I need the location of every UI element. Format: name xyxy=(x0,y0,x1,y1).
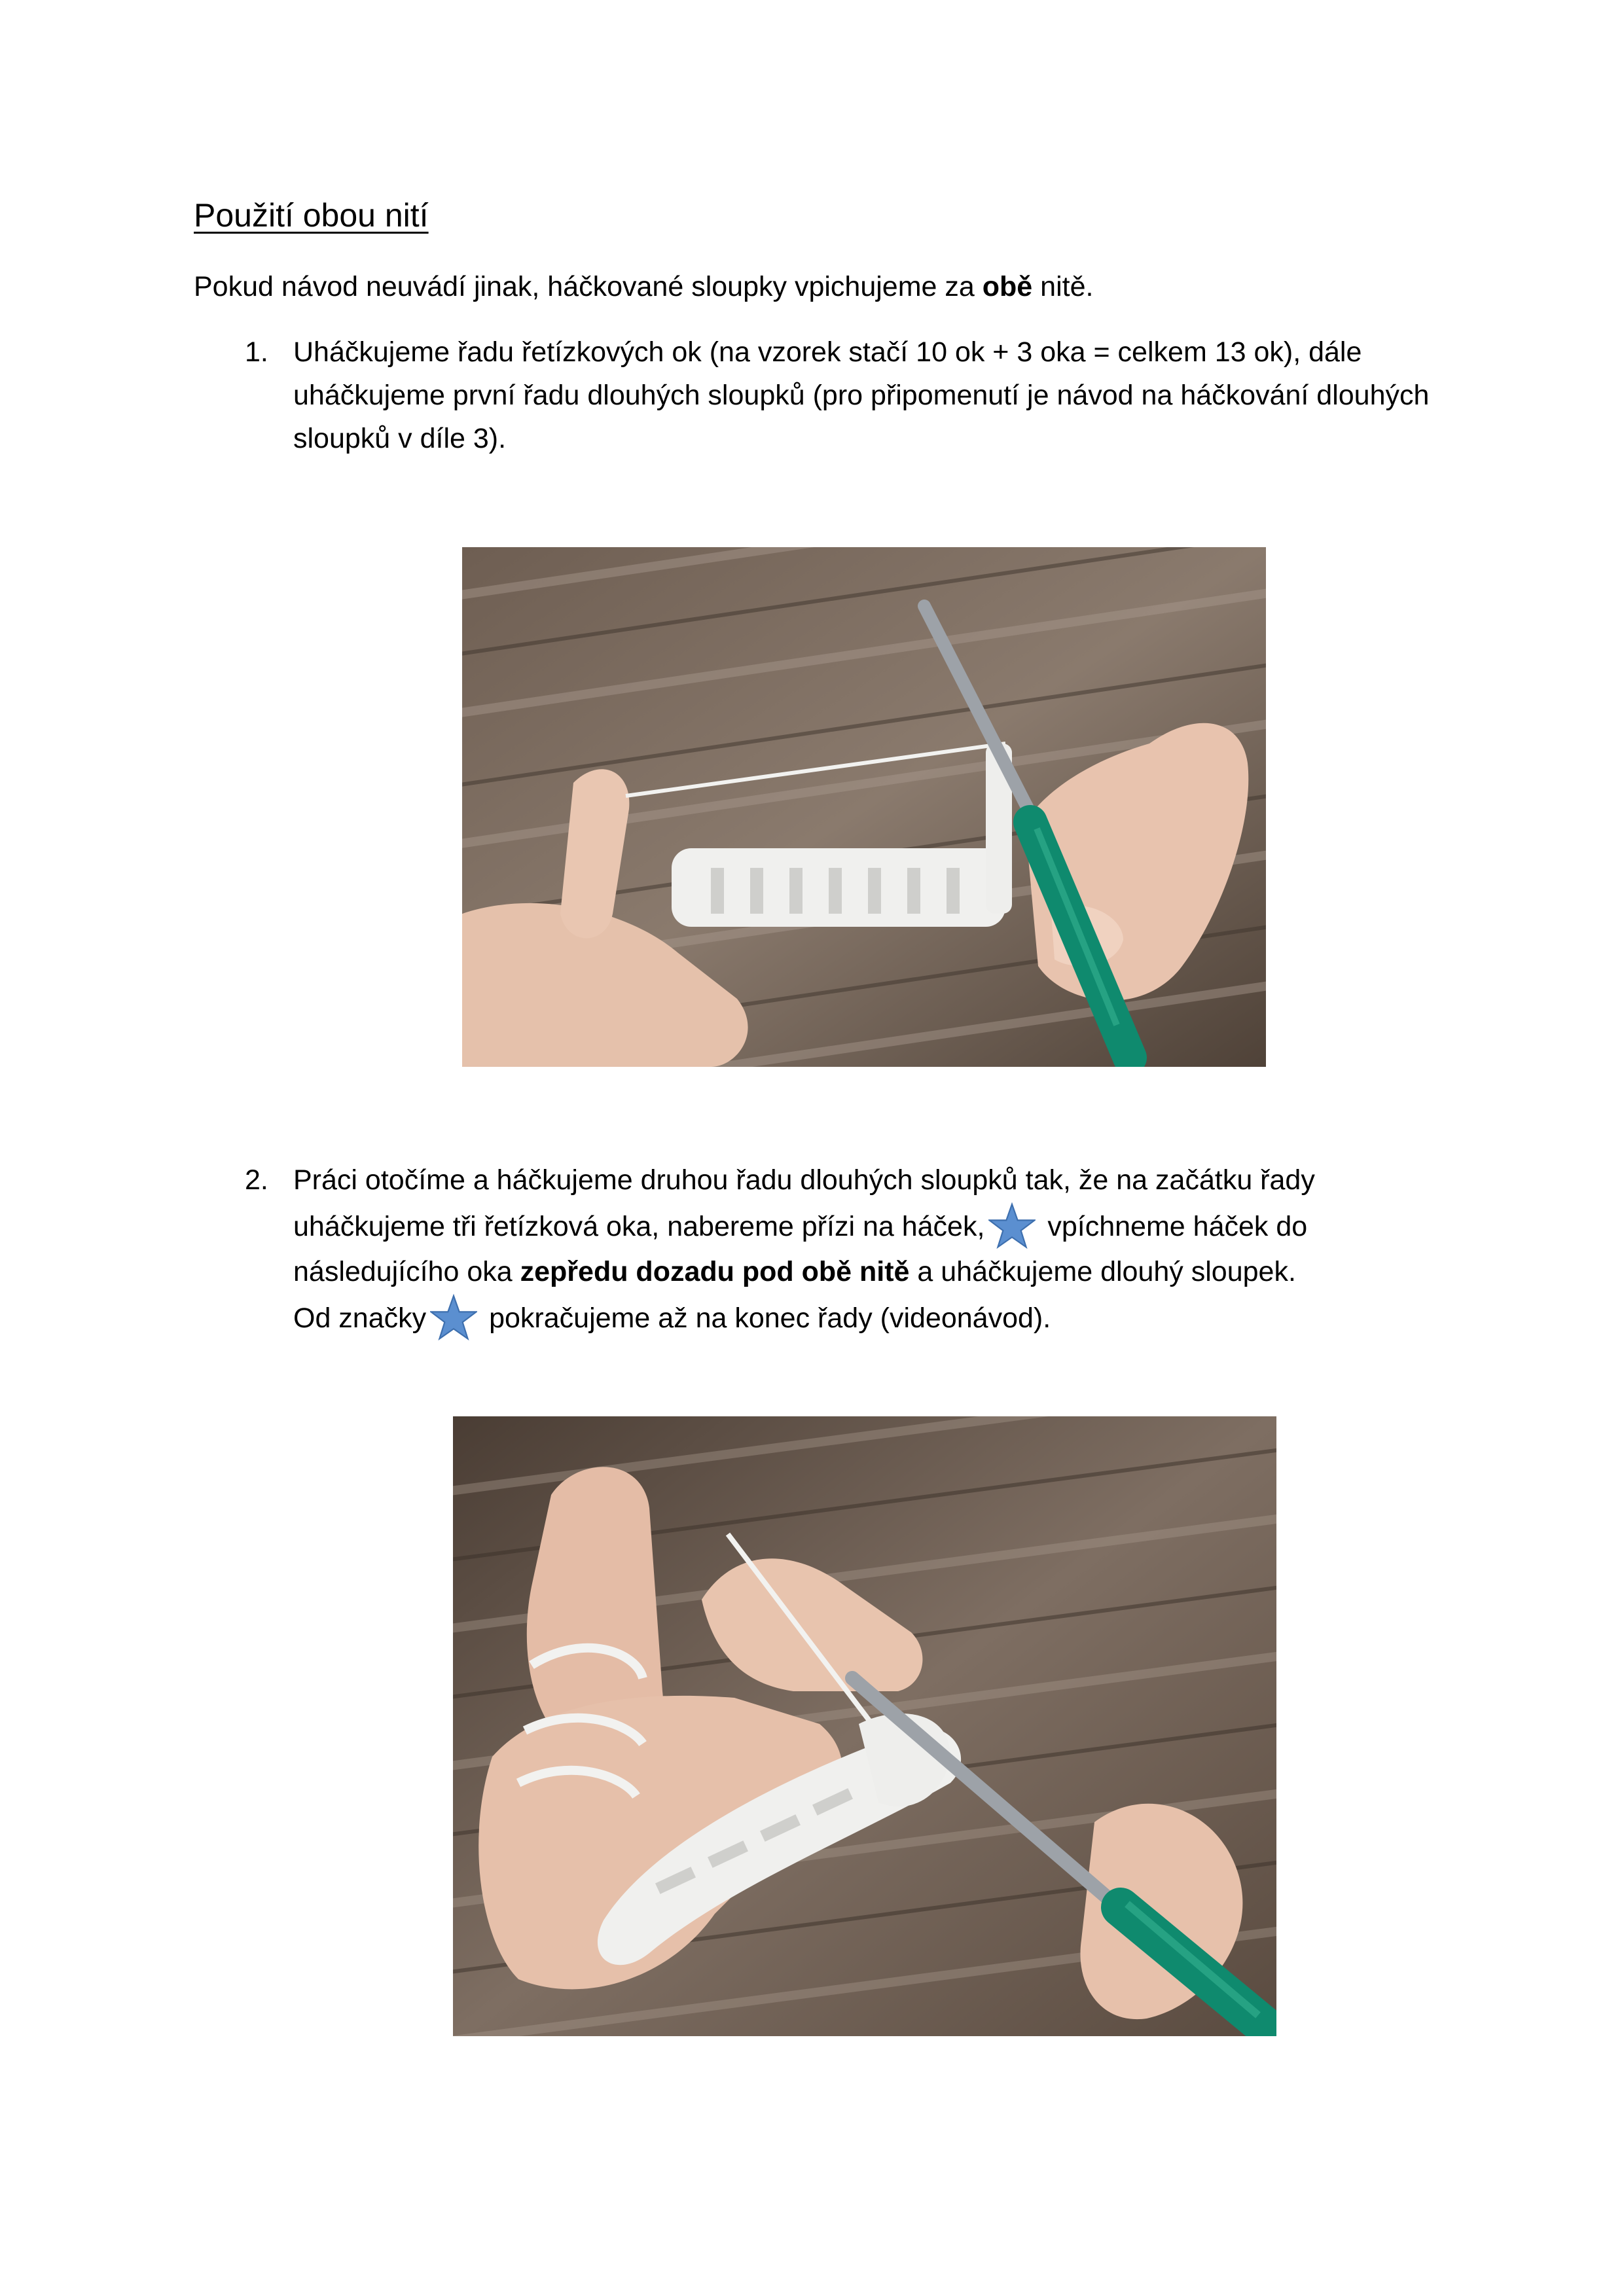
intro-paragraph xyxy=(194,265,1437,308)
step-2-text-part4: Od značky xyxy=(293,1302,427,1334)
step-1 xyxy=(194,331,1470,460)
intro-text-after: nitě. xyxy=(1032,271,1094,302)
step-1-text: Uháčkujeme řadu řetízkových ok (na vzorek stačí 10 ok + 3 oka = celkem 13 ok), dále uháčkujeme první řadu dlouhých sloupků (pro připomenutí je návod na háčkování dlouhých sloupků v díle 3). xyxy=(293,336,1430,454)
step-2 xyxy=(194,1158,1470,1342)
step-2-text-part1: Práci otočíme a háčkujeme druhou řadu dlouhých sloupků tak, že na začátku řady uháčkujeme tři řetízková oka, nabereme přízi na háček, xyxy=(293,1164,1315,1242)
step-1-number: 1. xyxy=(245,336,268,368)
star-icon xyxy=(430,1293,477,1342)
step-2-text-part5: pokračujeme až na konec řady (videonávod). xyxy=(481,1302,1051,1334)
photo-first-row xyxy=(462,547,1266,1067)
step-2-text xyxy=(293,1158,1458,1342)
intro-text-before: Pokud návod neuvádí jinak, háčkované sloupky vpichujeme za xyxy=(194,271,983,302)
photo-second-row xyxy=(453,1416,1276,2036)
intro-bold: obě xyxy=(982,271,1033,302)
star-icon xyxy=(988,1202,1036,1250)
step-2-text-part3: a uháčkujeme dlouhý sloupek. xyxy=(909,1256,1296,1287)
page-heading: Použití obou nití xyxy=(194,197,429,234)
step-2-text-part2: vpíchneme háček do následujícího oka xyxy=(293,1211,1308,1287)
step-2-bold: zepředu dozadu pod obě nitě xyxy=(520,1256,910,1287)
step-2-number: 2. xyxy=(245,1164,268,1196)
